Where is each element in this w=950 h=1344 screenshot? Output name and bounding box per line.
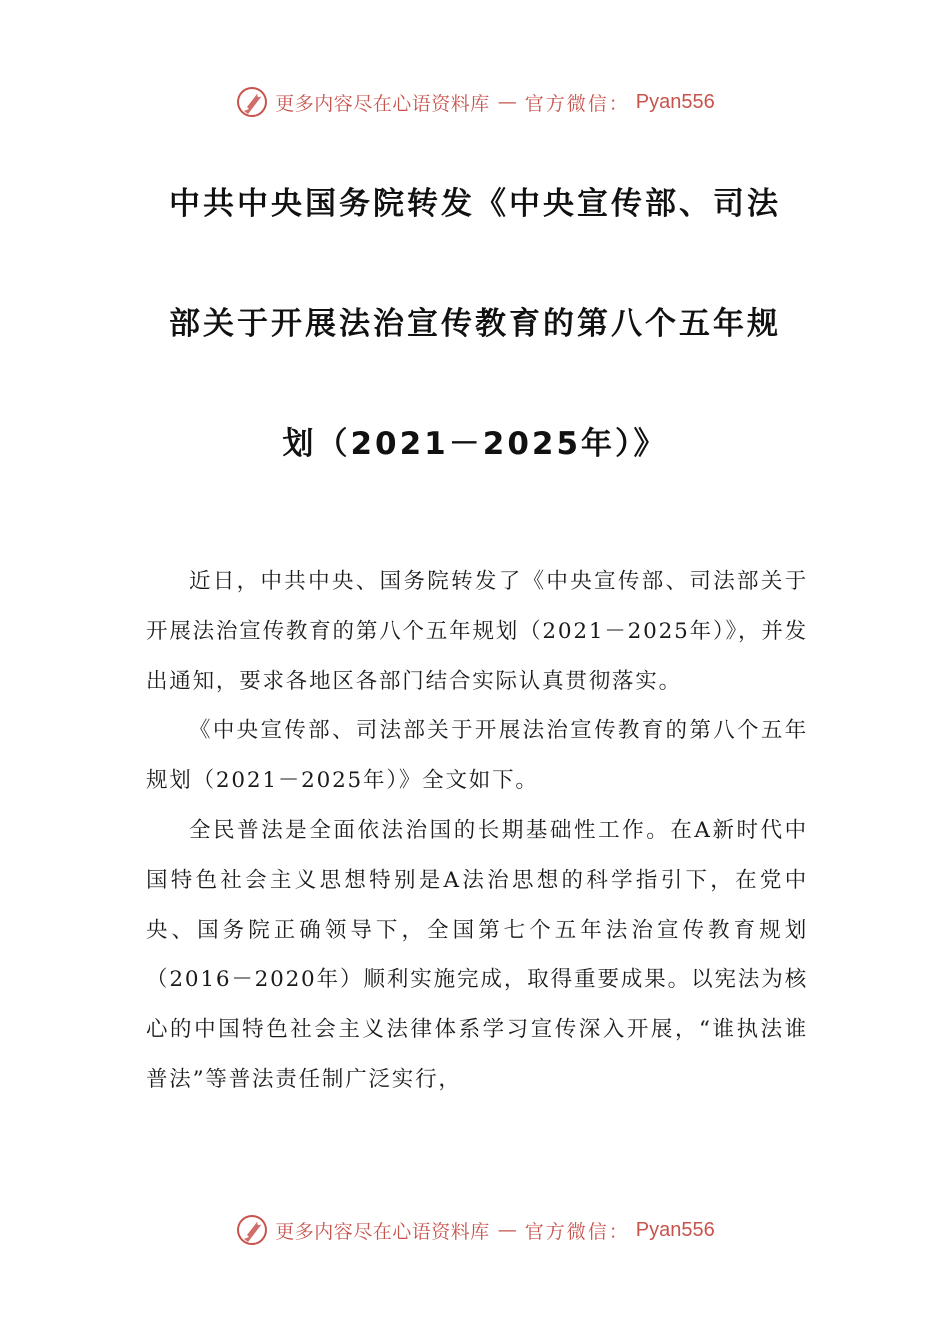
footer-watermark-banner <box>0 1210 950 1250</box>
banner-wechat-label: 官方微信： <box>524 92 630 115</box>
banner-wechat-id: Pyan556 <box>635 1218 715 1241</box>
banner-text: 更多内容尽在心语资料库 <box>275 92 490 115</box>
pen-nib-logo-icon <box>235 1213 269 1247</box>
banner-dash: — <box>497 91 517 113</box>
banner-text: 更多内容尽在心语资料库 <box>275 1220 490 1243</box>
document-title-line-3: 划（2021－2025年）》 <box>282 426 668 462</box>
document-title-line-2: 部关于开展法治宣传教育的第八个五年规 <box>169 306 781 342</box>
body-paragraph: 近日，中共中央、国务院转发了《中央宣传部、司法部关于开展法治宣传教育的第八个五年规划（2021－2025年）》，并发出通知，要求各地区各部门结合实际认真贯彻落实。 <box>146 569 808 694</box>
body-paragraph: 全民普法是全面依法治国的长期基础性工作。在A新时代中国特色社会主义思想特别是A法治思想的科学指引下，在党中央、国务院正确领导下，全国第七个五年法治宣传教育规划（2016－2020年）顺利实施完成，取得重要成果。以宪法为核心的中国特色社会主义法律体系学习宣传深入开展，“谁执法谁普法”等普法责任制广泛实行， <box>146 817 808 1092</box>
pen-nib-logo-icon <box>235 85 269 119</box>
banner-wechat-id: Pyan556 <box>635 90 715 113</box>
header-watermark-banner <box>0 82 950 122</box>
banner-wechat-label: 官方微信： <box>524 1220 630 1243</box>
document-title-line-1: 中共中央国务院转发《中央宣传部、司法 <box>169 186 781 222</box>
body-paragraph: 《中央宣传部、司法部关于开展法治宣传教育的第八个五年规划（2021－2025年）》全文如下。 <box>146 718 808 794</box>
document-body <box>146 557 808 1105</box>
banner-dash: — <box>497 1219 517 1241</box>
